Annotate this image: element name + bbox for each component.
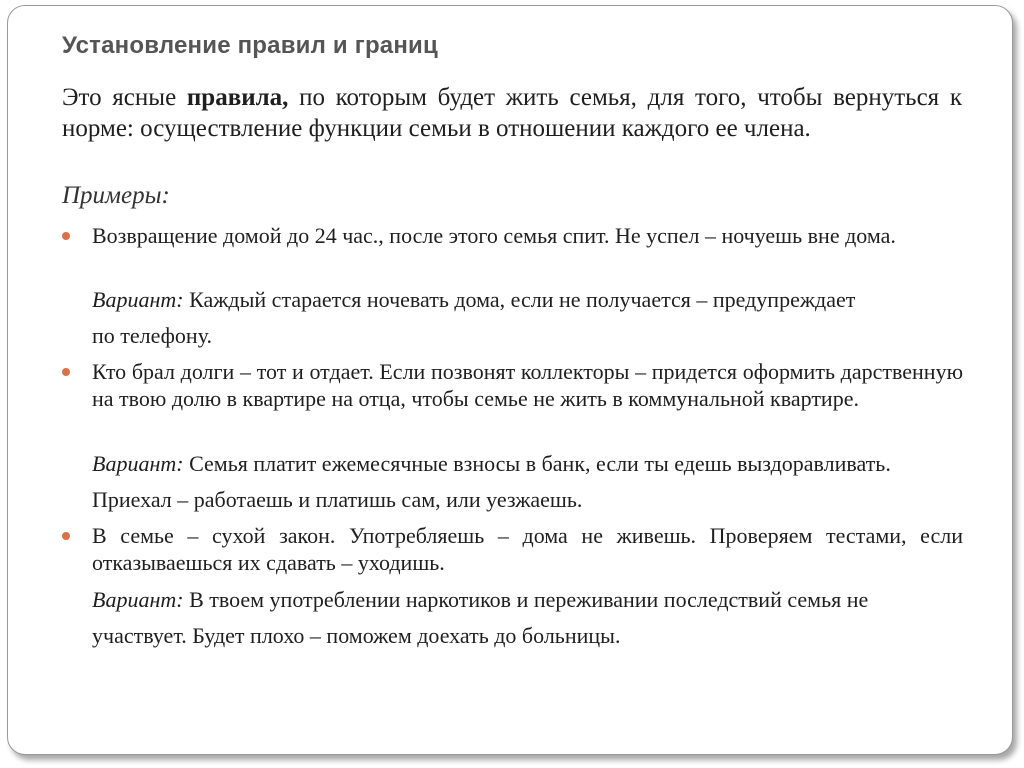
variant-label: Вариант: <box>92 587 184 612</box>
variant-label: Вариант: <box>92 287 184 312</box>
lead-bold-word: правила, <box>186 84 289 111</box>
variant-2 <box>92 446 912 518</box>
variant-1 <box>92 282 872 354</box>
rule-item-2 <box>92 358 963 412</box>
rule-item-1 <box>92 222 963 249</box>
rule-text: Возвращение домой до 24 час., после этого семья спит. Не успел – ночуешь вне дома. <box>92 223 896 248</box>
lead-text-rest: по которым будет жить семья, для того, чтобы вернуться к норме: осуществление функции семьи в отношении каждого ее члена. <box>62 84 963 142</box>
lead-paragraph <box>62 82 962 144</box>
variant-text: В твоем употреблении наркотиков и переживании последствий семья не участвует. Будет плохо – поможем доехать до больницы. <box>92 587 869 648</box>
bullet-dot-icon <box>62 368 70 376</box>
rule-text: Кто брал долги – тот и отдает. Если позвонят коллекторы – придется оформить дарственную на твою долю в квартире на отца, чтобы семье не жить в коммунальной квартире. <box>92 359 963 411</box>
examples-label: Примеры: <box>62 182 170 209</box>
slide-title: Установление правил и границ <box>62 32 438 59</box>
bullet-dot-icon <box>62 232 70 240</box>
bullet-dot-icon <box>62 532 70 540</box>
variant-text: Каждый старается ночевать дома, если не получается – предупреждает по телефону. <box>92 287 856 348</box>
variant-3 <box>92 582 892 654</box>
lead-text-start: Это ясные <box>62 84 187 111</box>
variant-label: Вариант: <box>92 451 184 476</box>
variant-text: Семья платит ежемесячные взносы в банк, если ты едешь выздоравливать. Приехал – работаешь и платишь сам, или уезжаешь. <box>92 451 891 512</box>
rule-item-3 <box>92 522 963 576</box>
rule-text: В семье – сухой закон. Употребляешь – дома не живешь. Проверяем тестами, если отказываешься их сдавать – уходишь. <box>92 523 963 575</box>
